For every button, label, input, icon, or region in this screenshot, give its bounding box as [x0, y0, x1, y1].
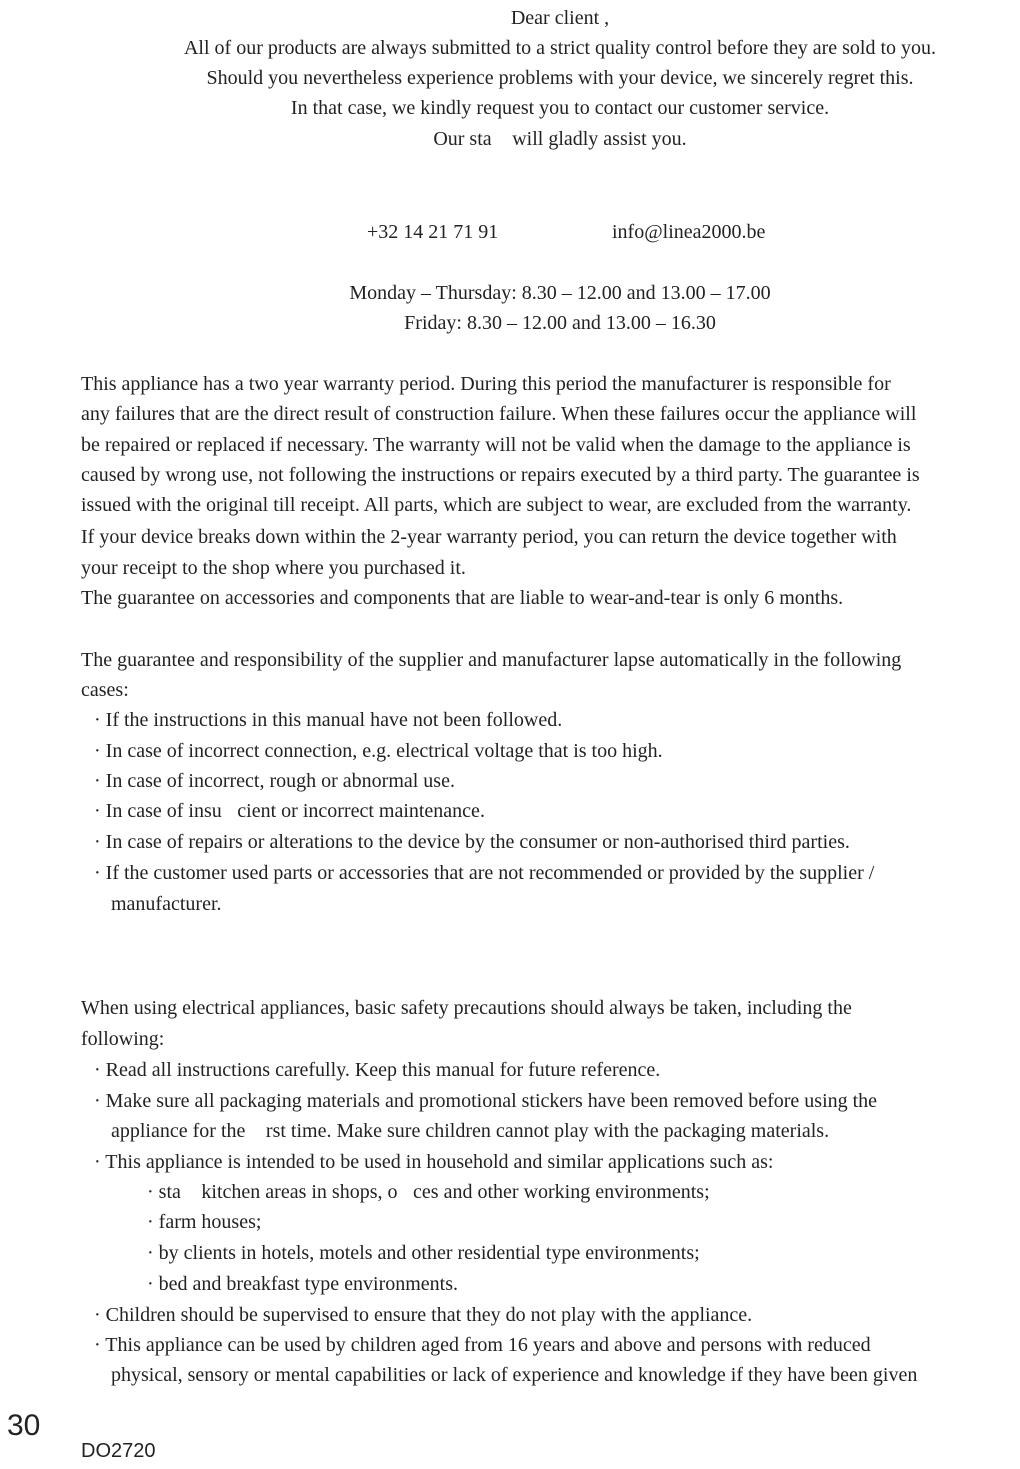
- lapse-item-cont: manufacturer.: [111, 893, 222, 915]
- safety-sub-item: · farm houses;: [147, 1211, 262, 1233]
- safety-sub-item: · bed and breakfast type environments.: [147, 1273, 459, 1295]
- warranty-line: be repaired or replaced if necessary. The warranty will not be valid when the damage to the appliance is: [81, 434, 911, 456]
- safety-item: · This appliance is intended to be used in household and similar applications such as:: [94, 1151, 774, 1173]
- contact-phone: +32 14 21 71 91: [367, 221, 499, 243]
- safety-item: · Children should be supervised to ensure that they do not play with the appliance.: [94, 1304, 753, 1326]
- safety-item: · Read all instructions carefully. Keep this manual for future reference.: [94, 1059, 661, 1081]
- greeting-line: Should you nevertheless experience problems with your device, we sincerely regret this.: [206, 67, 914, 89]
- lapse-item: · If the customer used parts or accessories that are not recommended or provided by the supplier /: [94, 862, 875, 884]
- contact-email: info@linea2000.be: [612, 221, 766, 243]
- warranty-line: The guarantee on accessories and components that are liable to wear-and-tear is only 6 months.: [81, 587, 844, 609]
- lapse-intro: The guarantee and responsibility of the supplier and manufacturer lapse automatically in the following: [81, 649, 902, 671]
- hours-friday: Friday: 8.30 – 12.00 and 13.00 – 16.30: [404, 312, 716, 334]
- warranty-line: your receipt to the shop where you purchased it.: [81, 557, 466, 579]
- document-code: DO2720: [81, 1440, 156, 1462]
- lapse-item: · In case of repairs or alterations to the device by the consumer or non-authorised third parties.: [94, 831, 850, 853]
- warranty-line: any failures that are the direct result of construction failure. When these failures occur the appliance will: [81, 403, 917, 425]
- warranty-line: This appliance has a two year warranty period. During this period the manufacturer is responsible for: [81, 373, 891, 395]
- safety-item-cont: appliance for the rst time. Make sure children cannot play with the packaging materials.: [111, 1120, 814, 1142]
- lapse-item: · In case of incorrect, rough or abnormal use.: [94, 770, 455, 792]
- safety-item: · This appliance can be used by children aged from 16 years and above and persons with reduced: [94, 1334, 871, 1356]
- warranty-line: caused by wrong use, not following the instructions or repairs executed by a third party. The guarantee is: [81, 464, 920, 486]
- lapse-item: · If the instructions in this manual have not been followed.: [94, 709, 563, 731]
- greeting-line: Our sta will gladly assist you.: [441, 128, 679, 150]
- lapse-intro: cases:: [81, 679, 129, 701]
- hours-weekdays: Monday – Thursday: 8.30 – 12.00 and 13.00 – 17.00: [349, 282, 771, 304]
- page-number: 30: [7, 1409, 41, 1442]
- salutation: Dear client ,: [510, 7, 610, 29]
- greeting-line: In that case, we kindly request you to contact our customer service.: [290, 97, 830, 119]
- warranty-line: issued with the original till receipt. All parts, which are subject to wear, are excluded from the warranty.: [81, 494, 912, 516]
- safety-sub-item: · by clients in hotels, motels and other residential type environments;: [147, 1242, 700, 1264]
- lapse-item: · In case of insu cient or incorrect maintenance.: [94, 800, 475, 822]
- safety-intro: When using electrical appliances, basic safety precautions should always be taken, including the: [81, 997, 852, 1019]
- safety-item-cont: physical, sensory or mental capabilities or lack of experience and knowledge if they have been given: [111, 1364, 918, 1386]
- greeting-line: All of our products are always submitted to a strict quality control before they are sold to you.: [183, 37, 937, 59]
- lapse-item: · In case of incorrect connection, e.g. electrical voltage that is too high.: [94, 740, 663, 762]
- safety-sub-item: · sta kitchen areas in shops, o ces and other working environments;: [147, 1181, 684, 1203]
- safety-item: · Make sure all packaging materials and promotional stickers have been removed before using the: [94, 1090, 878, 1112]
- safety-intro: following:: [81, 1028, 165, 1050]
- warranty-line: If your device breaks down within the 2-year warranty period, you can return the device together with: [81, 526, 897, 548]
